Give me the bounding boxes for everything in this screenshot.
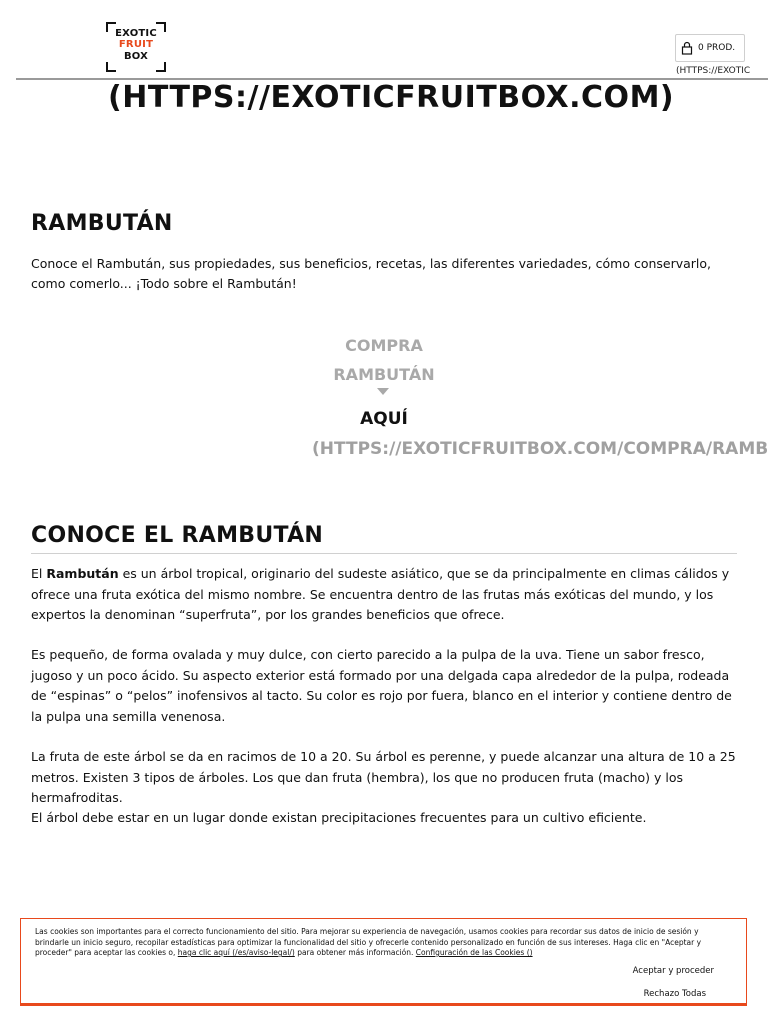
cookie-legal-link[interactable]: haga clic aquí (/es/aviso-legal/) bbox=[177, 948, 295, 957]
logo-word-fruit: FRUIT bbox=[118, 39, 154, 50]
paragraph-2: Es pequeño, de forma ovalada y muy dulce, con cierto parecido a la pulpa de la uva. Tiene un sabor fresco, jugoso y un poco ácido. Su aspecto exterior está formado por una delgada capa alrededor de la pulpa, rodeada de “espinas” o “pelos” inofensivos al tacto. Su color es rojo por fuera, blanco en el interior y contiene dentro de la pulpa una semilla venenosa. bbox=[31, 647, 732, 724]
logo-corner bbox=[106, 62, 116, 72]
buy-link[interactable]: (HTTPS://EXOTICFRUITBOX.COM/COMPRA/RAMB bbox=[312, 439, 768, 459]
site-logo[interactable] bbox=[106, 22, 166, 72]
cookie-text bbox=[35, 927, 725, 959]
paragraph-4: El árbol debe estar en un lugar donde existan precipitaciones frecuentes para un cultivo eficiente. bbox=[31, 810, 647, 825]
cookie-body: Las cookies son importantes para el correcto funcionamiento del sitio. Para mejorar su experiencia de navegación, usamos cookies para recordar sus datos de inicio de sesión y brindarle un inicio seguro, recopilar estadísticas para optimizar la funcionalidad del sitio y ofrecerle contenido personalizado en función de sus intereses. Haga clic en "Aceptar y proceder" para aceptar las cookies o, bbox=[35, 927, 702, 957]
buy-line-compra[interactable]: COMPRA bbox=[345, 336, 423, 355]
cookie-banner bbox=[20, 918, 747, 1006]
section-title: CONOCE EL RAMBUTÁN bbox=[31, 523, 324, 548]
reject-cookies-button[interactable]: Rechazo Todas bbox=[643, 989, 706, 999]
logo-word-box: BOX bbox=[123, 51, 149, 62]
intro-text: Conoce el Rambután, sus propiedades, sus beneficios, recetas, las diferentes variedades, cómo conservarlo, como comerlo... ¡Todo sobre el Rambután! bbox=[31, 256, 712, 291]
paragraph-1-post: es un árbol tropical, originario del sudeste asiático, que se da principalmente en climas cálidos y ofrece una fruta exótica del mismo nombre. Se encuentra dentro de las frutas más exóticas del mundo, y los expertos la denominan “superfruta”, por los grandes beneficios que ofrece. bbox=[31, 566, 730, 622]
cookie-mid: para obtener más información. bbox=[294, 948, 416, 957]
paragraph-3: La fruta de este árbol se da en racimos de 10 a 20. Su árbol es perenne, y puede alcanzar una altura de 10 a 25 metros. Existen 3 tipos de árboles. Los que dan fruta (hembra), los que no producen fruta (macho) y los hermafroditas. bbox=[31, 749, 736, 805]
logo-word-exotic: EXOTIC bbox=[115, 28, 157, 39]
cart-button[interactable] bbox=[675, 34, 745, 62]
cart-label: 0 PROD. bbox=[698, 43, 736, 53]
cookie-settings-link[interactable]: Configuración de las Cookies () bbox=[415, 948, 533, 957]
cart-link[interactable]: (HTTPS://EXOTIC bbox=[676, 66, 751, 76]
site-header bbox=[0, 0, 768, 80]
page-title: RAMBUTÁN bbox=[31, 211, 173, 236]
buy-line-aqui[interactable]: AQUÍ bbox=[360, 409, 408, 429]
paragraph-1-pre: El bbox=[31, 566, 47, 581]
buy-line-rambutan[interactable]: RAMBUTÁN bbox=[333, 365, 435, 384]
accept-cookies-button[interactable]: Aceptar y proceder bbox=[632, 966, 714, 976]
paragraph-1 bbox=[31, 564, 743, 626]
logo-corner bbox=[156, 62, 166, 72]
caret-down-icon bbox=[377, 388, 389, 395]
lock-icon bbox=[681, 41, 693, 55]
section-divider bbox=[31, 553, 737, 554]
paragraph-1-bold: Rambután bbox=[46, 566, 119, 581]
home-link[interactable]: (HTTPS://EXOTICFRUITBOX.COM) bbox=[108, 80, 675, 115]
